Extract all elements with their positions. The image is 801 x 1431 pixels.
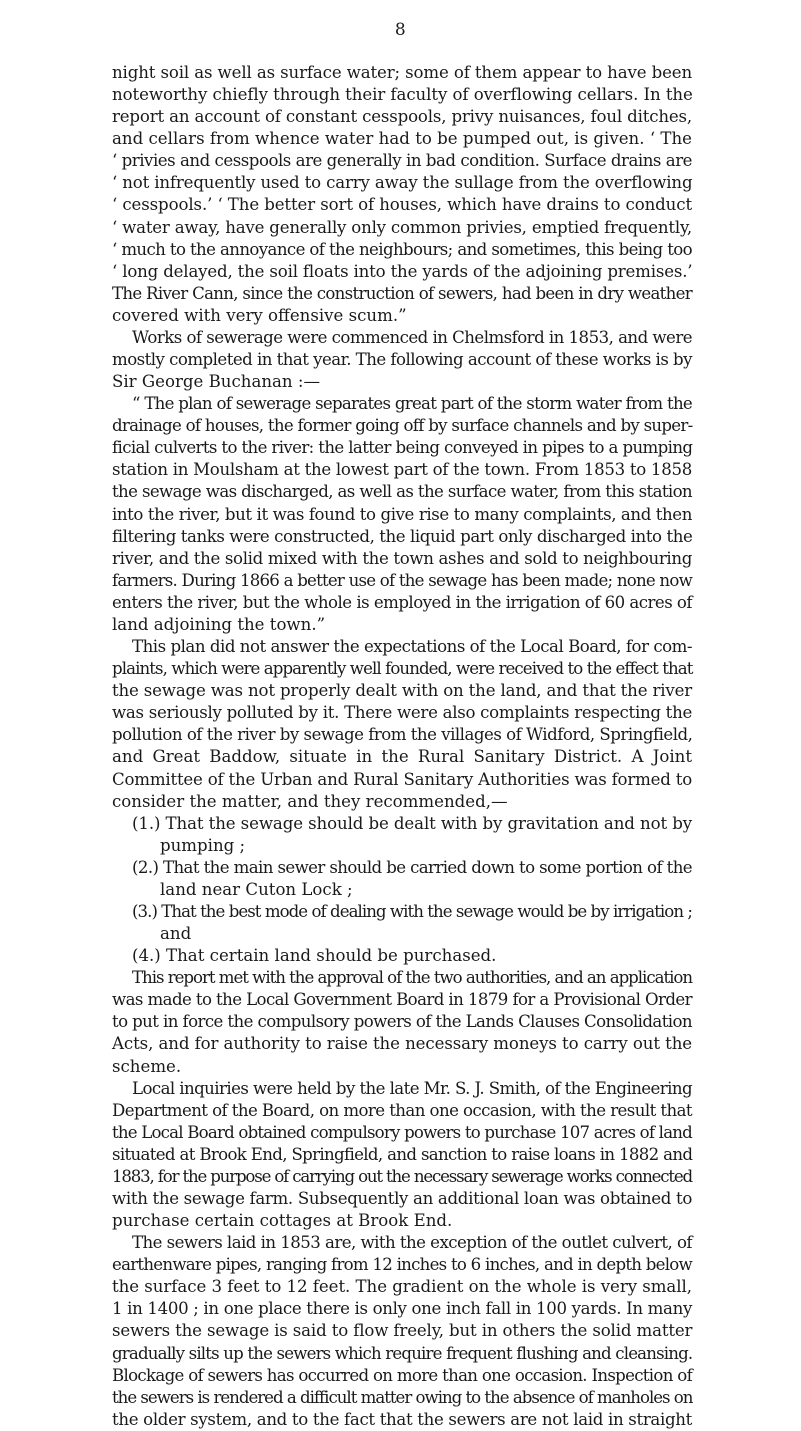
text-line: ‘ privies and cesspools are generally in bad condition. Surface drains are	[112, 151, 692, 171]
text-line: 1883, for the purpose of carrying out the necessary sewerage works connected	[112, 1166, 693, 1186]
text-line: pollution of the river by sewage from the villages of Widford, Springfield,	[112, 725, 693, 745]
text-line: This report met with the approval of the two authorities, and an application	[132, 968, 692, 988]
text-line: Department of the Board, on more than one occasion, with the result that	[112, 1100, 692, 1120]
text-line: Sir George Buchanan :—	[112, 372, 321, 392]
text-line: filtering tanks were constructed, the liquid part only discharged into the	[112, 526, 693, 546]
text-line: consider the matter, and they recommended,—	[112, 791, 508, 811]
text-line: plaints, which were apparently well founded, were received to the effect that	[112, 659, 693, 679]
text-line: Blockage of sewers has occurred on more than one occasion. Inspection of	[112, 1365, 693, 1385]
text-line: enters the river, but the whole is employed in the irrigation of 60 acres of	[112, 592, 693, 612]
text-line: the older system, and to the fact that the sewers are not laid in straight	[112, 1409, 692, 1429]
text-line: to put in force the compulsory powers of the Lands Clauses Consolidation	[112, 1012, 692, 1032]
text-line: the sewage was discharged, as well as the surface water, from this station	[112, 482, 692, 502]
text-line: ‘ cesspools.’ ‘ The better sort of houses, which have drains to conduct	[112, 195, 693, 215]
text-line: The River Cann, since the construction of sewers, had been in dry weather	[112, 283, 692, 303]
text-line: “ The plan of sewerage separates great part of the storm water from the	[132, 394, 693, 414]
text-line: and	[160, 924, 192, 944]
text-line: the Local Board obtained compulsory powers to purchase 107 acres of land	[112, 1122, 692, 1142]
text-line: (3.) That the best mode of dealing with the sewage would be by irrigation ;	[132, 901, 693, 921]
text-line: ‘ long delayed, the soil floats into the yards of the adjoining premises.’	[112, 261, 693, 281]
text-line: earthenware pipes, ranging from 12 inches to 6 inches, and in depth below	[112, 1255, 692, 1275]
page-number: 8	[394, 20, 407, 40]
text-line: was seriously polluted by it. There were also complaints respecting the	[112, 703, 692, 723]
text-line: the sewage was not properly dealt with on the land, and that the river	[112, 681, 692, 701]
text-line: was made to the Local Government Board in 1879 for a Provisional Order	[112, 990, 692, 1010]
text-line: gradually silts up the sewers which require frequent flushing and cleansing.	[112, 1343, 693, 1363]
text-line: night soil as well as surface water; some of them appear to have been	[112, 63, 693, 82]
text-line: sewers the sewage is said to flow freely, but in others the solid matter	[112, 1321, 693, 1341]
text-line: (2.) That the main sewer should be carried down to some portion of the	[132, 857, 692, 877]
text-line: Acts, and for authority to raise the necessary moneys to carry out the	[112, 1034, 693, 1054]
text-line: ficial culverts to the river: the latter being conveyed in pipes to a pumping	[112, 438, 693, 458]
text-line: ‘ not infrequently used to carry away the sullage from the overflowing	[112, 173, 693, 193]
text-line: purchase certain cottages at Brook End.	[112, 1211, 453, 1231]
text-line: pumping ;	[160, 835, 246, 855]
text-line: scheme.	[112, 1056, 182, 1076]
text-line: with the sewage farm. Subsequently an additional loan was obtained to	[112, 1188, 692, 1208]
text-line: ‘ water away, have generally only common privies, emptied frequently,	[112, 217, 692, 237]
text-line: river, and the solid mixed with the town ashes and sold to neighbouring	[112, 548, 693, 568]
text-line: (4.) That certain land should be purchased.	[132, 946, 497, 966]
text-line: Works of sewerage were commenced in Chelmsford in 1853, and were	[132, 327, 692, 347]
text-line: land near Cuton Lock ;	[160, 879, 353, 899]
text-line: Committee of the Urban and Rural Sanitary Authorities was formed to	[112, 769, 692, 789]
text-line: 1 in 1400 ; in one place there is only one inch fall in 100 yards. In many	[112, 1299, 692, 1319]
text-line: (1.) That the sewage should be dealt with by gravitation and not by	[132, 813, 692, 833]
text-line: This plan did not answer the expectations of the Local Board, for com-	[132, 637, 693, 657]
text-line: station in Moulsham at the lowest part of the town. From 1853 to 1858	[112, 460, 693, 480]
text-line: Local inquiries were held by the late Mr. S. J. Smith, of the Engineering	[132, 1078, 693, 1098]
text-line: noteworthy chiefly through their faculty of overflowing cellars. In the	[112, 85, 693, 105]
text-line: The sewers laid in 1853 are, with the exception of the outlet culvert, of	[132, 1233, 692, 1253]
body-text	[112, 62, 692, 1431]
text-line: covered with very offensive scum.”	[112, 305, 407, 325]
text-line: land adjoining the town.”	[112, 614, 326, 634]
text-line: situated at Brook End, Springfield, and sanction to raise loans in 1882 and	[112, 1144, 693, 1164]
text-line: and Great Baddow, situate in the Rural Sanitary District. A Joint	[112, 747, 692, 767]
text-line: drainage of houses, the former going off by surface channels and by super-	[112, 416, 693, 436]
text-line: into the river, but it was found to give rise to many complaints, and then	[112, 504, 692, 524]
text-line: report an account of constant cesspools, privy nuisances, foul ditches,	[112, 107, 693, 127]
text-line: the surface 3 feet to 12 feet. The gradient on the whole is very small,	[112, 1277, 693, 1297]
text-line: mostly completed in that year. The following account of these works is by	[112, 350, 692, 370]
text-line: and cellars from whence water had to be pumped out, is given. ‘ The	[112, 129, 692, 149]
text-line: farmers. During 1866 a better use of the sewage has been made; none now	[112, 570, 692, 590]
text-line: ‘ much to the annoyance of the neighbours; and sometimes, this being too	[112, 239, 693, 259]
text-line: the sewers is rendered a difficult matter owing to the absence of manholes on	[112, 1387, 693, 1407]
